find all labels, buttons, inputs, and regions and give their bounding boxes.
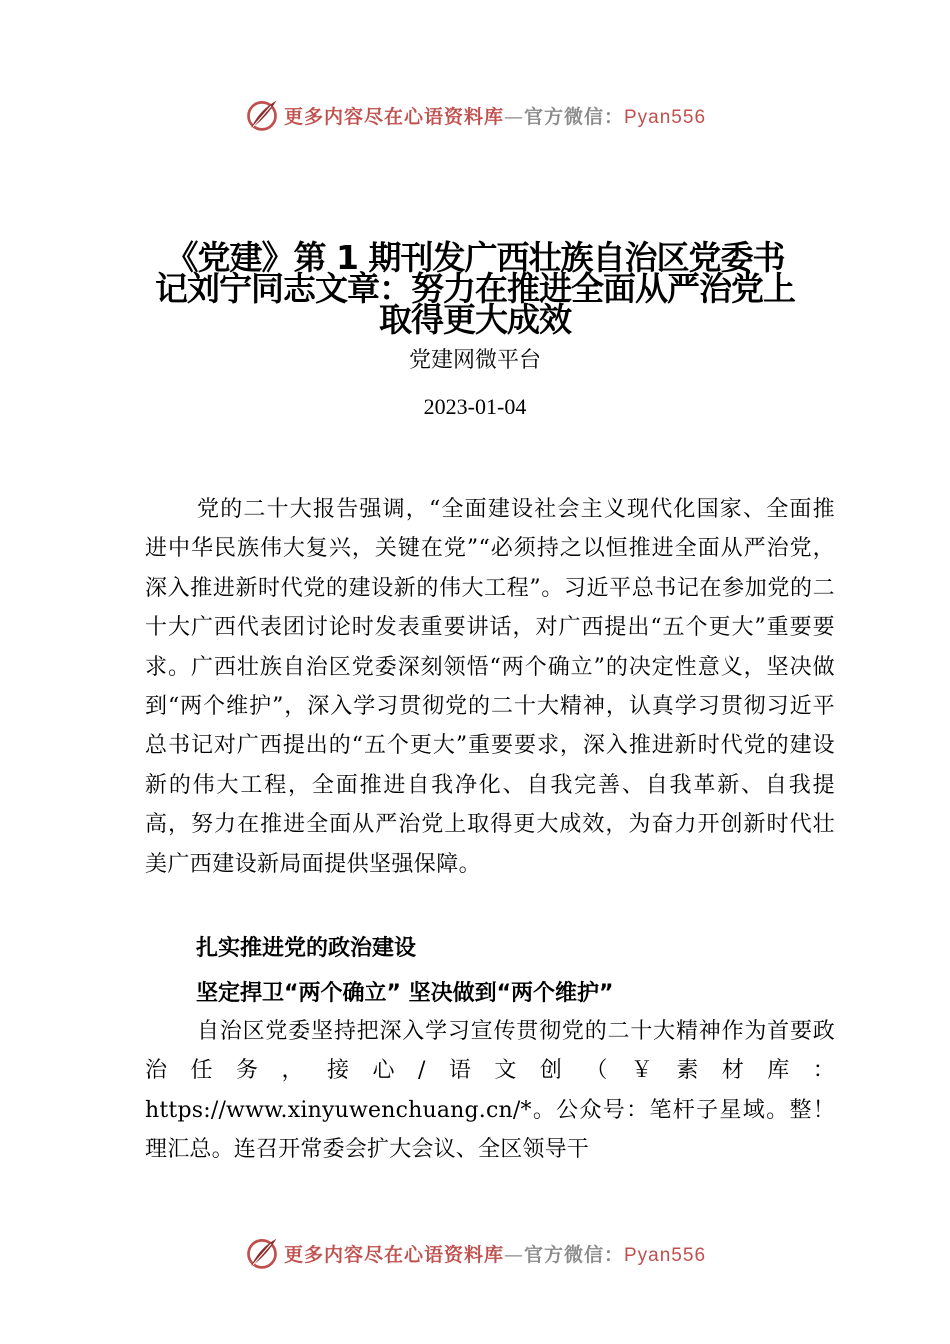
watermark-dash: —	[503, 105, 524, 128]
quill-circle-logo-icon	[244, 1235, 280, 1271]
quill-circle-logo-icon	[244, 97, 280, 133]
watermark-wechat-label: 官方微信：	[523, 105, 624, 128]
watermark-wechat-id: Pyan556	[624, 106, 707, 128]
watermark-main-text: 更多内容尽在心语资料库	[283, 105, 504, 128]
article-paragraph: 自治区党委坚持把深入学习宣传贯彻党的二十大精神作为首要政治任务，接心/语文创（￥素材库：https://www.xinyuwenchuang.cn/*。公众号：笔杆子星域。整！理汇总。连召开常委会扩大会议、全区领导干	[145, 1019, 835, 1163]
watermark-dash: —	[503, 1243, 524, 1266]
watermark-banner-bottom	[0, 1233, 950, 1273]
watermark-text	[284, 102, 706, 129]
article-date: 2023-01-04	[423, 394, 527, 419]
watermark-text	[284, 1240, 706, 1267]
section-heading: 扎实推进党的政治建设	[196, 936, 417, 961]
article-title: 《党建》第 1 期刊发广西壮族自治区党委书记刘宁同志文章：努力在推进全面从严治党上取得更大成效	[155, 238, 795, 339]
watermark-banner-top	[0, 95, 950, 135]
watermark-wechat-label: 官方微信：	[523, 1243, 624, 1266]
article-paragraph: 党的二十大报告强调，“全面建设社会主义现代化国家、全面推进中华民族伟大复兴，关键在党”“必须持之以恒推进全面从严治党，深入推进新时代党的建设新的伟大工程”。习近平总书记在参加党的二十大广西代表团讨论时发表重要讲话，对广西提出“五个更大”重要要求。广西壮族自治区党委深刻领悟“两个确立”的决定性意义，坚决做到“两个维护”，深入学习贯彻党的二十大精神，认真学习贯彻习近平总书记对广西提出的“五个更大”重要要求，深入推进新时代党的建设新的伟大工程，全面推进自我净化、自我完善、自我革新、自我提高，努力在推进全面从严治党上取得更大成效，为奋力开创新时代壮美广西建设新局面提供坚强保障。	[145, 497, 835, 877]
article-source: 党建网微平台	[408, 348, 541, 373]
watermark-main-text: 更多内容尽在心语资料库	[283, 1243, 504, 1266]
watermark-wechat-id: Pyan556	[624, 1244, 707, 1266]
subsection-heading: 坚定捍卫“两个确立” 坚决做到“两个维护”	[196, 981, 614, 1006]
